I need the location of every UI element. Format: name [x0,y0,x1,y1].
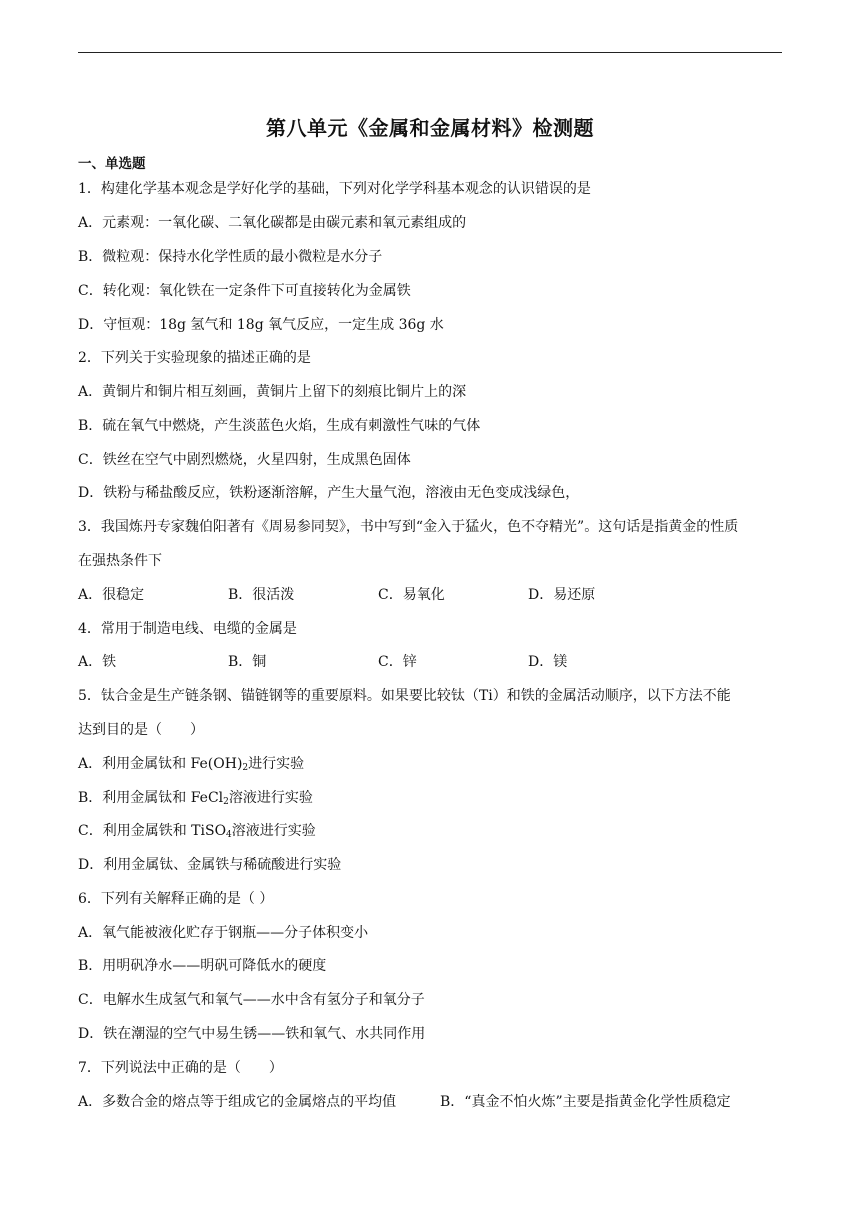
question-3-option-d[interactable]: D．易还原 [528,587,596,603]
question-5-option-c[interactable] [78,822,316,844]
question-1-option-b[interactable]: B．微粒观：保持水化学性质的最小微粒是水分子 [78,249,383,265]
question-7-option-a[interactable]: A．多数合金的熔点等于组成它的金属熔点的平均值 [78,1094,397,1110]
section-heading: 一、单选题 [78,156,146,172]
subscript: 2 [223,797,229,807]
question-4-option-b[interactable]: B．铜 [228,654,267,670]
question-5-option-d[interactable]: D．利用金属钛、金属铁与稀硫酸进行实验 [78,857,342,873]
option-b-text: B．利用金属钛和 FeCl [78,790,224,806]
question-5-option-a[interactable] [78,755,304,777]
question-6-stem: 6．下列有关解释正确的是（ ） [78,891,274,907]
question-4-option-d[interactable]: D．镁 [528,654,568,670]
question-2-option-c[interactable]: C．铁丝在空气中剧烈燃烧，火星四射，生成黑色固体 [78,452,411,468]
question-6-option-c[interactable]: C．电解水生成氢气和氧气——水中含有氢分子和氧分子 [78,992,425,1008]
question-2-option-a[interactable]: A．黄铜片和铜片相互刻画，黄铜片上留下的刻痕比铜片上的深 [78,384,467,400]
question-1-option-d[interactable]: D．守恒观：18g 氢气和 18g 氧气反应，一定生成 36g 水 [78,317,444,333]
question-1-stem: 1．构建化学基本观念是学好化学的基础，下列对化学学科基本观念的认识错误的是 [78,181,591,197]
question-6-option-a[interactable]: A．氧气能被液化贮存于钢瓶——分子体积变小 [78,925,369,941]
question-1-option-a[interactable]: A．元素观：一氧化碳、二氧化碳都是由碳元素和氧元素组成的 [78,215,467,231]
option-b-text-end: 溶液进行实验 [228,790,313,806]
option-a-text-end: 进行实验 [248,756,305,772]
question-6-option-d[interactable]: D．铁在潮湿的空气中易生锈——铁和氧气、水共同作用 [78,1026,426,1042]
question-4-stem: 4．常用于制造电线、电缆的金属是 [78,621,297,637]
option-c-text-end: 溶液进行实验 [231,823,316,839]
question-1-option-c[interactable]: C．转化观：氧化铁在一定条件下可直接转化为金属铁 [78,283,411,299]
page-title: 第八单元《金属和金属材料》检测题 [266,116,594,140]
header-rule [78,52,782,53]
question-7-option-b[interactable]: B．“真金不怕火炼”主要是指黄金化学性质稳定 [440,1094,731,1110]
question-2-stem: 2．下列关于实验现象的描述正确的是 [78,350,311,366]
question-3-option-b[interactable]: B．很活泼 [228,587,295,603]
question-3-stem-cont: 在强热条件下 [78,553,162,569]
question-6-option-b[interactable]: B．用明矾净水——明矾可降低水的硬度 [78,958,327,974]
question-3-option-c[interactable]: C．易氧化 [378,587,445,603]
option-a-text: A．利用金属钛和 Fe(OH) [78,756,243,772]
question-4-option-a[interactable]: A．铁 [78,654,117,670]
question-2-option-b[interactable]: B．硫在氧气中燃烧，产生淡蓝色火焰，生成有刺激性气味的气体 [78,418,481,434]
question-5-stem: 5．钛合金是生产链条钢、锚链钢等的重要原料。如果要比较钛（Ti）和铁的金属活动顺序，以下方法不能 [78,688,731,704]
question-5-option-b[interactable] [78,789,313,811]
question-7-stem: 7．下列说法中正确的是（ ） [78,1060,283,1076]
question-2-option-d[interactable]: D．铁粉与稀盐酸反应，铁粉逐渐溶解，产生大量气泡，溶液由无色变成浅绿色， [78,485,580,501]
question-5-stem-cont: 达到目的是（ ） [78,722,204,738]
subscript: 4 [226,830,232,840]
question-3-option-a[interactable]: A．很稳定 [78,587,145,603]
option-c-text: C．利用金属铁和 TiSO [78,823,227,839]
question-4-option-c[interactable]: C．锌 [378,654,417,670]
question-3-stem: 3．我国炼丹专家魏伯阳著有《周易参同契》，书中写到“金入于猛火，色不夺精光”。这句话是指黄金的性质 [78,519,739,535]
subscript: 2 [242,763,249,773]
